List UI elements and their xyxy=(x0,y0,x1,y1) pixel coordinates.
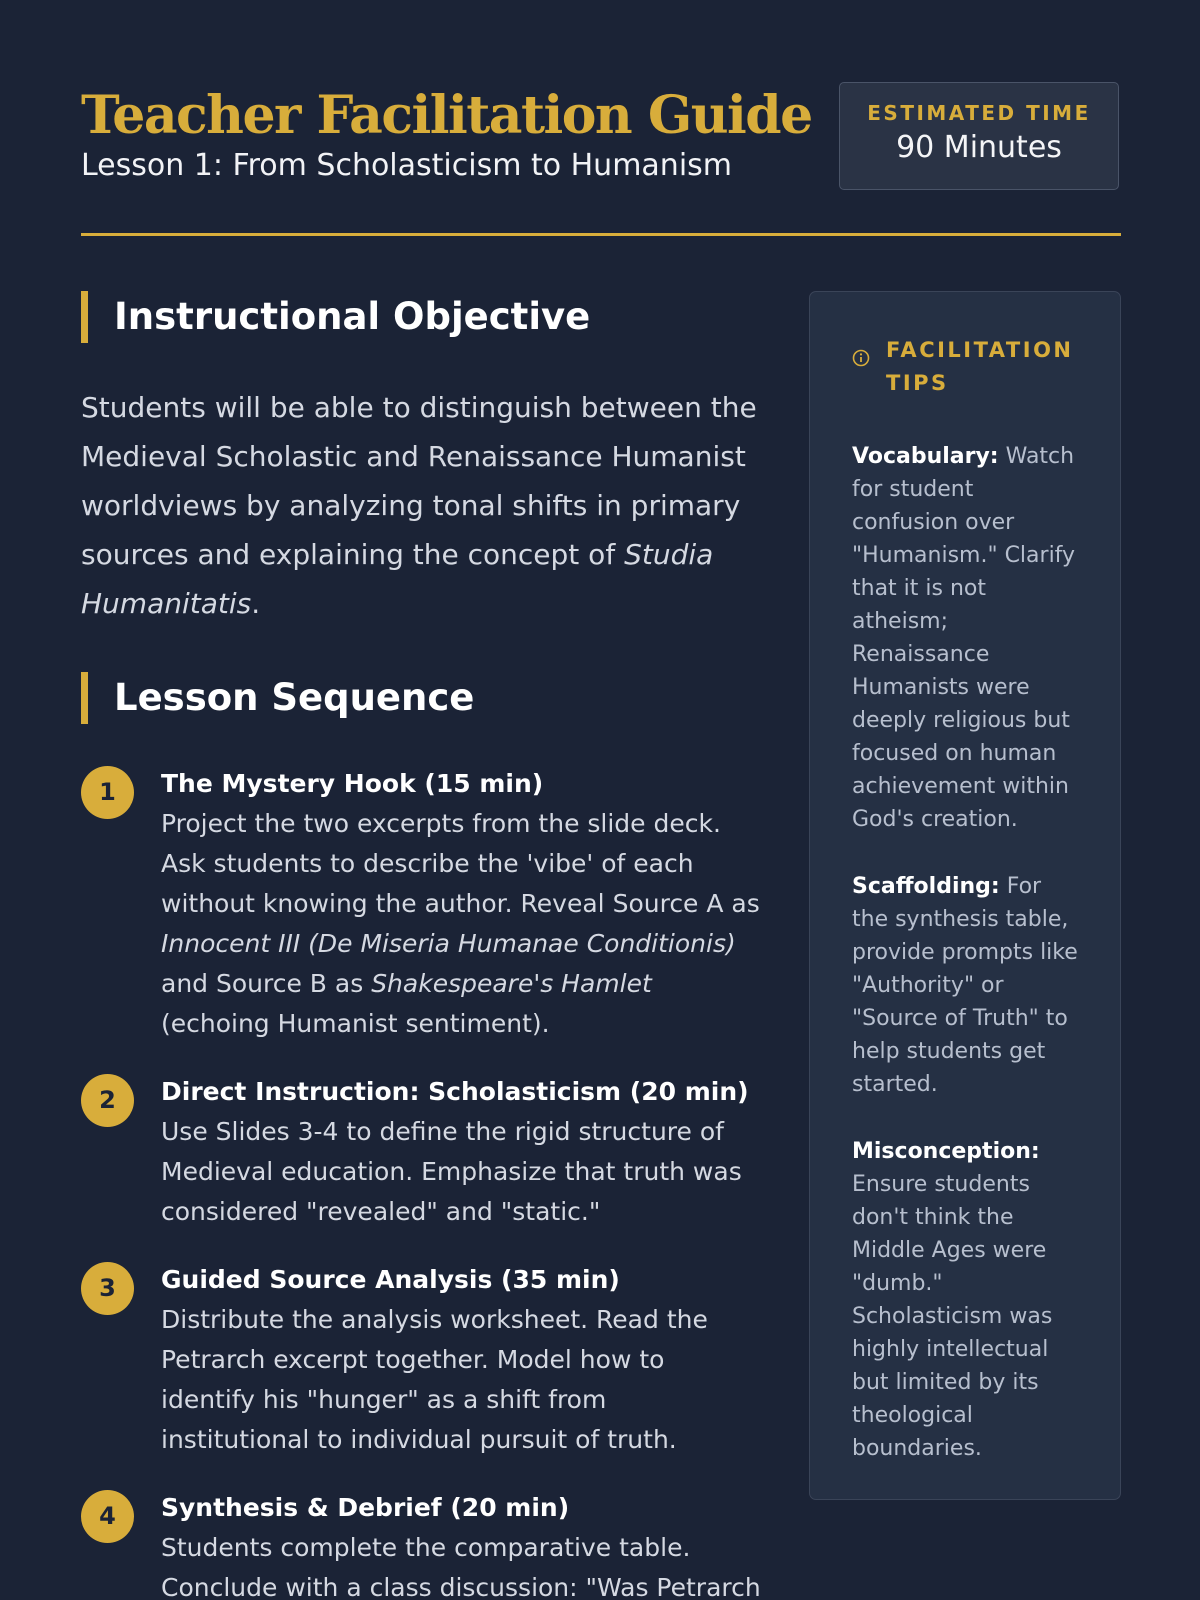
tips-heading xyxy=(852,334,1082,400)
facilitation-tips-panel xyxy=(809,291,1121,1500)
tip-misconception xyxy=(852,1135,1082,1465)
step-title: The Mystery Hook (15 min) xyxy=(161,769,544,798)
tip-scaffolding xyxy=(852,870,1082,1101)
step-description xyxy=(161,804,761,1044)
heading-accent-bar xyxy=(81,291,88,343)
objective-text-italic: Studia Humanitatis xyxy=(81,538,714,620)
objective-text-end: . xyxy=(251,587,261,620)
header-divider xyxy=(81,233,1121,236)
objective-heading-text: Instructional Objective xyxy=(114,295,591,338)
tip-label: Vocabulary: xyxy=(852,444,999,469)
step-description: Distribute the analysis worksheet. Read the Petrarch excerpt together. Model how to identify his "hunger" as a shift from institutional to individual pursuit of truth. xyxy=(161,1305,708,1454)
step-number-badge: 4 xyxy=(81,1490,134,1543)
step-title: Synthesis & Debrief (20 min) xyxy=(161,1493,570,1522)
tip-label: Scaffolding: xyxy=(852,874,1000,899)
sequence-heading-text: Lesson Sequence xyxy=(114,676,475,719)
step-description: Use Slides 3-4 to define the rigid structure of Medieval education. Emphasize that truth was considered "revealed" and "static." xyxy=(161,1117,742,1226)
step-number-badge: 3 xyxy=(81,1262,134,1315)
info-icon xyxy=(852,349,870,367)
step-desc-part: Project the two excerpts from the slide deck. Ask students to describe the 'vibe' of each without knowing the author. Reveal Source A as xyxy=(161,809,760,918)
step-desc-part: (echoing Humanist sentiment). xyxy=(161,1009,550,1038)
step-title: Guided Source Analysis (35 min) xyxy=(161,1265,620,1294)
objective-text-part: Students will be able to distinguish between the Medieval Scholastic and Renaissance Humanist worldviews by analyzing tonal shifts in primary sources and explaining the concept of xyxy=(81,391,757,571)
lesson-step xyxy=(81,1260,761,1460)
step-number-badge: 2 xyxy=(81,1074,134,1127)
tip-text: For the synthesis table, provide prompts like "Authority" or "Source of Truth" to help students get started. xyxy=(852,874,1078,1097)
tip-text: Ensure students don't think the Middle Ages were "dumb." Scholasticism was highly intellectual but limited by its theological boundaries. xyxy=(852,1172,1053,1461)
lesson-steps xyxy=(81,764,761,1600)
step-description: Students complete the comparative table. Conclude with a class discussion: "Was Petrarch xyxy=(161,1533,761,1600)
step-desc-part: and Source B as xyxy=(161,969,372,998)
objective-heading xyxy=(81,291,761,343)
lesson-step xyxy=(81,764,761,1044)
step-desc-italic: Innocent III (De Miseria Humanae Conditionis) xyxy=(161,929,736,958)
step-title: Direct Instruction: Scholasticism (20 min) xyxy=(161,1077,749,1106)
lesson-subtitle: Lesson 1: From Scholasticism to Humanism xyxy=(81,148,733,183)
step-desc-italic: Shakespeare's Hamlet xyxy=(371,969,652,998)
estimated-time-value: 90 Minutes xyxy=(896,130,1062,165)
objective-text xyxy=(81,383,761,628)
tip-vocabulary xyxy=(852,440,1082,836)
estimated-time-label: ESTIMATED TIME xyxy=(867,101,1091,125)
estimated-time-box xyxy=(839,82,1119,190)
lesson-step xyxy=(81,1072,761,1232)
page-title: Teacher Facilitation Guide xyxy=(81,85,812,146)
tips-heading-text: FACILITATION TIPS xyxy=(886,338,1074,395)
sequence-heading xyxy=(81,672,761,724)
tip-label: Misconception: xyxy=(852,1139,1040,1164)
step-number-badge: 1 xyxy=(81,766,134,819)
tip-text: Watch for student confusion over "Humanism." Clarify that it is not atheism; Renaissance Humanists were deeply religious but focused on human achievement within God's creation. xyxy=(852,444,1076,832)
heading-accent-bar xyxy=(81,672,88,724)
main-content xyxy=(81,291,761,1600)
lesson-step xyxy=(81,1488,761,1600)
